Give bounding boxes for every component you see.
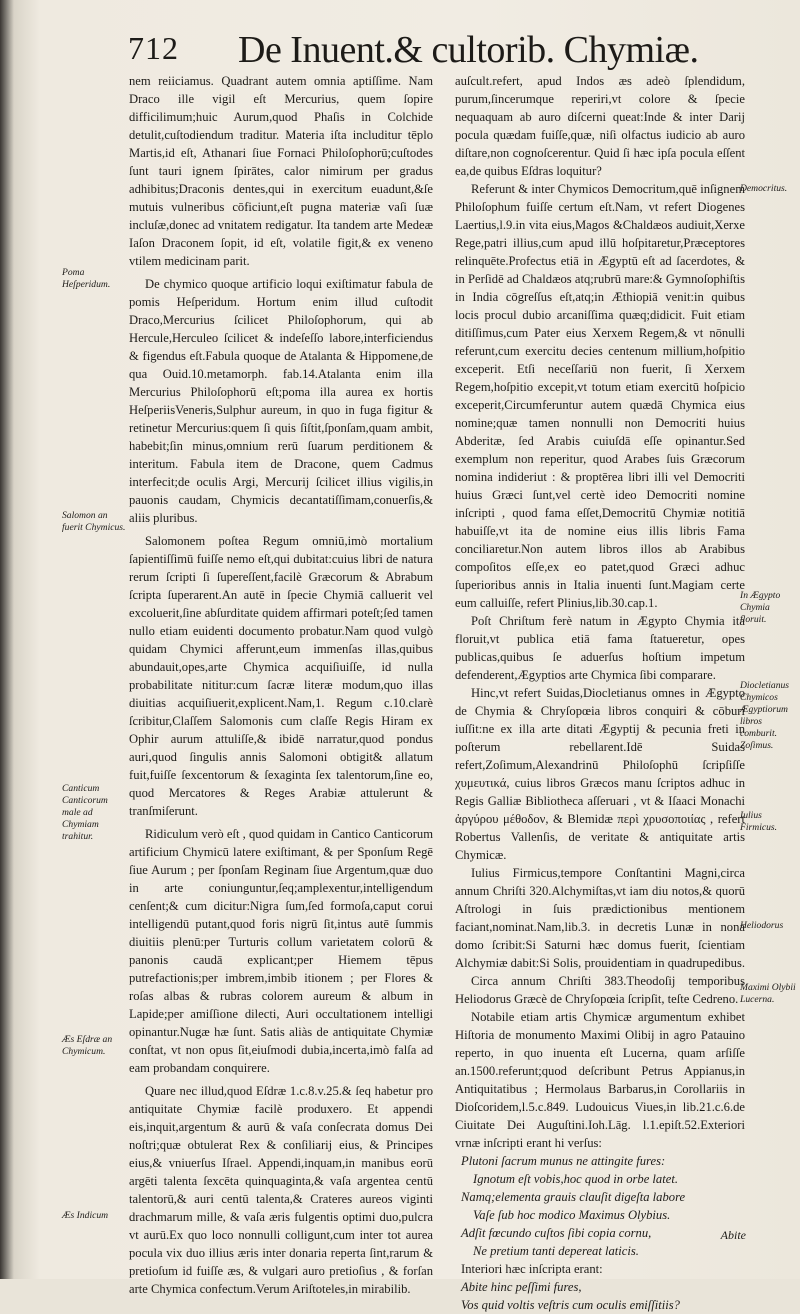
verse-line: Ignotum eſt vobis,hoc quod in orbe latet. xyxy=(473,1172,678,1186)
paragraph: Notabile etiam artis Chymicæ argumentum exhibet Hiſtoria de monumento Maximi Olibij in agro Patauino reperto, in quo inuenta eſt Lucerna, quam arſiſſe an.1500.referunt;quod deſcribunt Petrus Appianus,in Antiquitatibus ; Hermolaus Barbarus,in Corollariis in Dioſcoridem,l.5.c.849. Ludouicus Viues,in lib.21.c.6.de Ciuitate Dei Auguſtini.Ioh.Lāg. l.1.epiſt.52.Exteriori vrnæ inſcripti erant hi verſus: xyxy=(455,1010,745,1150)
catchword: Abite xyxy=(720,1228,746,1242)
paragraph: Hinc,vt refert Suidas,Diocletianus omnes in Ægypto de Chymia & Chryſopœia libros conquiri & cōburi iuſſit:ne ex illa arte ditati Ægyptij & pecunia freti in poſterum rebellarent.Idē Suidas refert,Zoſimum,Alexandrinū Philoſophū ſcripſiſſe χυμευτικά, cuius libros Græcos manu ſcriptos adhuc in Regis Galliæ Bibliotheca aſſeruari , vt & Iſaaci Monachi ἀργύρου μέθοδον, & Blemidæ περὶ χρυσοποιίας , refert Robertus Vallenſis, de veritate & antiquitate artis Chymicæ. xyxy=(455,686,745,862)
margin-note: Maximi Olybii Lucerna. xyxy=(740,982,796,1005)
paragraph: Poſt Chriſtum ferè natum in Ægypto Chymia ita floruit,vt publica etiā fama ſtatueretur, opes publicas,quibus ſe aduerſus hoſtium impetum defenderent,Ægyptios arte Chymica ſibi comparare. xyxy=(455,614,745,682)
verse-line: Vaſe ſub hoc modico Maximus Olybius. xyxy=(473,1208,671,1222)
page-number: 712 xyxy=(128,30,179,66)
margin-note: Æs Indicum xyxy=(62,1210,109,1221)
paragraph: Quare nec illud,quod Eſdræ 1.c.8.v.25.& ſeq habetur pro antiquitate Chymiæ facilè produxero. Et appendi eis,inquit,argentum & aurū & vaſa conſecrata domus Dei noſtri;quæ obtulerat Rex & conſiliarij eius, & Principes eius,& vniuerſus Iſrael. Appendi,inquam,in manibus eorū argēti talenta ſexcēta quinquaginta,& vaſa argentea centū talentorū,& auri centū talenta,& Crateres aureos viginti drachmarum mille, & vaſa æris fulgentis optimi duo,pulcra vt aurū.Ex quo loco nonnulli colligunt,cum inter tot aurea pocula vix duo illius æris inter donaria reperta ſint,rarum & pretioſum id fuiſſe æs, & vulgari auro pretioſius , & forſan arte Chymica confectum.Verum Ariſtoteles,in mirabilib. xyxy=(129,1084,433,1296)
margin-note: Æs Eſdræ an Chymicum. xyxy=(62,1034,113,1057)
margin-note: Heliodorus xyxy=(740,920,784,931)
margin-note: Democritus. xyxy=(740,183,788,194)
paragraph: Interiori hæc inſcripta erant: xyxy=(461,1262,603,1276)
margin-note: Canticum Canticorum male ad Chymiam trahitur. xyxy=(62,783,108,842)
margin-note: Poma Heſperidum. xyxy=(62,267,111,290)
paragraph: Circa annum Chriſti 383.Theodoſij temporibus Heliodorus Græcè de Chryſopœia ſcripſit, teſte Cedreno. xyxy=(455,974,745,1006)
verse-line: Namq;elementa grauis clauſit digeſta labore xyxy=(461,1190,686,1204)
verse-line: Adſit fœcundo cuſtos ſibi copia cornu, xyxy=(461,1226,652,1240)
verse-line: Plutoni ſacrum munus ne attingite fures: xyxy=(461,1154,666,1168)
left-text-column xyxy=(129,72,433,1298)
verse-line: Abite hinc peſſimi fures, xyxy=(461,1280,582,1294)
verse-line: Ne pretium tanti depereat laticis. xyxy=(473,1244,639,1258)
paragraph: nem reiiciamus. Quadrant autem omnia aptiſſime. Nam Draco ille vigil eſt Mercurius, quem ſopire difficilimum;huic Aurum,quod Phaſis in Colchide detulit,cuſtodiendum traditur. Materia iſta includitur tēplo Martis,id eſt, Athanari ſiue Fornaci Philoſophorū;cuſtodes ſunt tauri ignem ſpirātes, calor nimirum per gradus adhibitus;Draconis dentes,qui in exercitum euadunt,&ſe mutuis vulneribus cōficiunt,eſt pugna materiæ vaſi ſuæ incluſæ,donec ad vnitatem redigatur. Ita tandem arte Medeæ Iaſon Draconem ſopit, id eſt, volatile figit,& ex veneno vtilem medicinam parit. xyxy=(129,74,433,268)
page-header xyxy=(0,28,800,76)
margin-note: Iulius Firmicus. xyxy=(740,810,778,833)
verse-line: Vos quid voltis veſtris cum oculis emiſſitiis? xyxy=(461,1298,680,1312)
paragraph: Ridiculum verò eſt , quod quidam in Cantico Canticorum artificium Chymicū latere exiſtimant, & per Sponſum Regē ſiue Aurum ; per ſponſam Reginam ſiue Argentum,quæ duo in arte coniunguntur,ſeq;amplexentur,intelligendum cenſent;& cum dicitur:Nigra ſum,ſed formoſa,caput corui intelligendū putant,quod foris nigrū ſit,intus autē ſummis diuitiis plenū:per Turturis collum varietatem colorū & panonis caudā explicant;per Hiemem tēpus putrefactionis;per imbrem,imbib itionem ; per Flores & roſas albas & rubras colorem aureum & album in Lapide;per amiſſione dilecti, Auri occultationem intelligi opinantur.Nugæ hæ ſunt. Satis aliàs de antiquitate Chymiæ conſtat, vt non opus ſit,eiuſmodi dubia,incerta,imò falſa ad eam probandam conquirere. xyxy=(129,827,433,1075)
paragraph: Referunt & inter Chymicos Democritum,quē inſignem Philoſophum fuiſſe certum eſt.Nam, vt refert Diogenes Laertius,l.9.in vita eius,Magos &Chaldæos audiuit,Xerxe Rege,patri illius,cum apud illū hoſpitaretur,Præceptores relinquēte.Profectus etiā in Ægyptū eſt ad ſacerdotes, & in Perſidē ad Chaldæos atq;rubrū mare:& Gymnoſophiſtis in India cōgreſſus eſt,atq;in Æthiopiā venit:in quibus locis procul dubio arcaniſſima quæq;didicit. Fuit etiam ditiſſimus,cum Pater eius Xerxem Regem,& vt nōnulli referunt,cum exercitu decies centenum millium,hoſpitio exceperit. Etſi neceſſariū non fuerit, ſi Xerxem Regem,hoſpitio excepit,vt totum etiam exercitū hoſpicio exceperit,Circumferuntur autem quædā Chymica eius nomine;quæ tamen nonnulli non Democriti huius Abderitæ, ſed Arabis cuiuſdā eſſe opinantur.Sed exemplum non reperitur, quod Arabes ſuis Græcorum nomina indideriut : & proptērea libri illi vel Democriti huius Græci ſunt,vel certè ideo Democriti nomine inſcripti , quod fama eſſet,Democritū Chymiæ notitiā habuiſſe,vt ita de nomine eius illis libris Fama conciliaretur.Non autem libros illos ab Arabibus compoſitos eſſe,ex eo patet,quod Græci adhuc ſuperioribus annis in Italia inuenti ſunt.Magiam certe eum calluiſſe, refert Plinius,lib.30.cap.1. xyxy=(455,182,745,610)
right-text-column xyxy=(455,72,745,1314)
paragraph: auſcult.refert, apud Indos æs adeò ſplendidum, purum,ſincerumque reperiri,vt colore & ſpecie nequaquam ab auro diſcerni queat:Inde & inter Darij pocula quædam fuiſſe,quæ, niſi olfactus iudicio ab auro diſtare,non cognoſcerentur. Quid ſi hæc ipſa pocula eſſent ea,de quibus Eſdras loquitur? xyxy=(455,74,745,178)
paragraph: Salomonem poſtea Regum omniū,imò mortalium ſapientiſſimū fuiſſe nemo eſt,qui dubitat:cuius libri de natura rerum ſcripti ſi ſupereſſent,facilè Græcorum & Abrabum ſcripta ſuperarent.An autē in ſpecie Chymiā calluerit vel excoluerit,ſine abſurditate quidem affirmari poteſt;ſed tamen nullo etiam euidenti documento probatur.Nam quod vulgò quidam Chymici afferunt,eum immenſas illas,quibus abundauit,opes,arte Chymica acquiſiuiſſe, id nulla probabilitate nititur:cum ſacræ literæ modum,quo illas diuitias acquiſiuerit,explicent.Nam,1. Regum c.10.clarè ſcribitur,Claſſem Salomonis cum claſſe Regis Hiram ex Ophir aurum attuliſſe,& ibidē narratur,quod pondus auri,quod ſingulis annis Salomoni obtigit& allatum fuit,fuiſſe ſexcentorum & ſexaginta ſex talentorum,ſine eo, quod Mercatores & Reges Arabiæ attulerunt & tranſmiſerunt. xyxy=(129,534,433,818)
margin-note: Diocletianus Chymicos Ægyptiorum libros comburit. Zoſimus. xyxy=(740,680,790,751)
margin-note: Salomon an fuerit Chymicus. xyxy=(62,510,126,533)
paragraph: De chymico quoque artificio loqui exiſtimatur fabula de pomis Heſperidum. Hortum enim illud cuſtodit Draco,Mercurius ſcilicet Philoſophorum, qui ab Hercule,Herculeo ſcilicet & indeſeſſo labore,interficiendus & figendus eſt.Fabula quoque de Atalanta & Hippomene,de qua Ouid.10.metamorph. fab.14.Atalanta enim illa Mercurius Philoſophorū eſt;poma illa aurea ex hortis HeſperiisVeneris,Sulphur aureum, in quo in fuga figitur & retinetur Mercurius:quem ſi quis ſiſtit,ſponſam,quam ambit, habebit;ſin minus,omnium rerū ſuarum perditionem & interitum. Fabula item de Dracone, quem Cadmus interfecit;de oculis Argi, Mercurij ſcilicet illius vigilis,in pauonis caudam, Chymicis decantatiſſimam,conuerſis,& aliis pluribus. xyxy=(129,277,433,525)
paragraph: Iulius Firmicus,tempore Conſtantini Magni,circa annum Chriſti 320.Alchymiſtas,vt iam diu notos,& quorū Aſtrologi in ſuis prædictionibus mentionem faciant,nominat.Nam,lib.3. in decretis Lunæ in nona domo ſcribit:Si Saturni hæc domus fuerit, ſcientiam Alchymiæ dabit:Si Solis, prouidentiam in quadrupedibus. xyxy=(455,866,745,970)
running-title: De Inuent.& cultorib. Chymiæ. xyxy=(238,29,699,71)
margin-note: In Ægypto Chymia floruit. xyxy=(740,590,781,625)
